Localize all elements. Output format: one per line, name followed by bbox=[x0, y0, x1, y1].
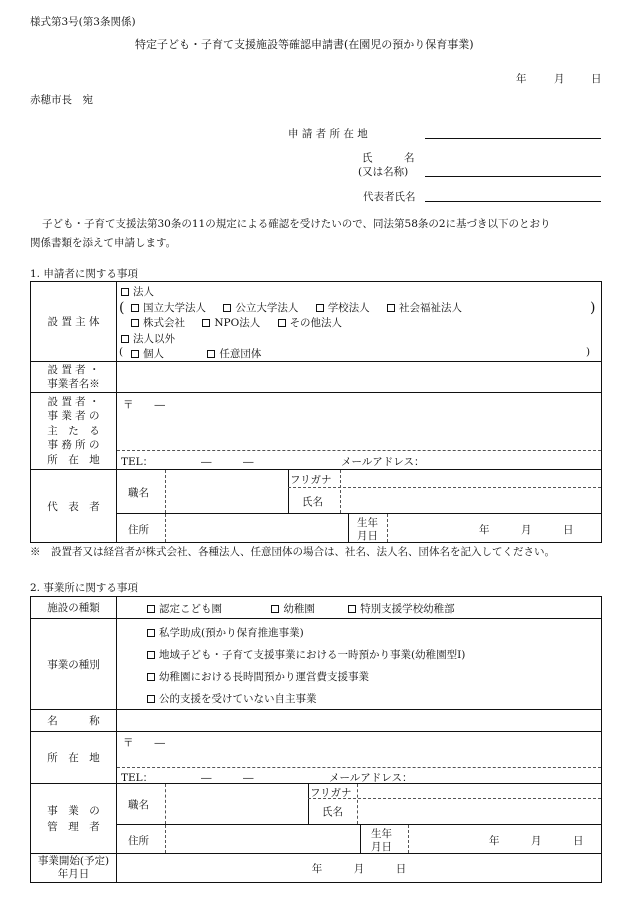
applicant-rep-label: 代表者氏名 bbox=[363, 191, 416, 203]
facility-tel-divider bbox=[117, 767, 601, 768]
section2-heading: 2. 事業所に関する事項 bbox=[30, 582, 138, 594]
opt-nintei: 認定こども園 bbox=[159, 603, 222, 615]
section1-heading: 1. 申請者に関する事項 bbox=[30, 268, 138, 280]
checkbox-voluntary-group[interactable] bbox=[207, 350, 215, 358]
founder-options bbox=[117, 282, 602, 362]
section2-table bbox=[30, 596, 602, 883]
representative-address-area bbox=[117, 514, 602, 543]
mgr-title-label: 職名 bbox=[128, 799, 149, 811]
bracket-open-2: ( bbox=[119, 346, 124, 358]
start-date-label bbox=[31, 854, 117, 883]
checkbox-noncorp[interactable] bbox=[121, 335, 129, 343]
opt-company: 株式会社 bbox=[143, 317, 185, 329]
rep-name-label: 氏名 bbox=[302, 496, 323, 508]
rep-divider-4 bbox=[288, 487, 601, 488]
opt-biz-2: 地域子ども・子育て支援事業における一時預かり事業(幼稚園型Ⅰ) bbox=[159, 649, 466, 661]
manager-label-2: 管 理 者 bbox=[47, 820, 100, 833]
corp-label: 法人 bbox=[133, 286, 154, 298]
noncorp-label: 法人以外 bbox=[133, 333, 175, 345]
office-label-2: 事 業 者 の bbox=[47, 410, 100, 423]
facility-location-label: 所 在 地 bbox=[31, 732, 117, 784]
facility-name-field[interactable] bbox=[117, 710, 602, 732]
postal-mark: 〒 ― bbox=[123, 399, 165, 411]
start-date-label-1: 事業開始(予定) bbox=[37, 855, 110, 867]
applicant-name-label-sub: (又は名称) bbox=[358, 166, 409, 178]
tel-label: TEL： bbox=[121, 456, 154, 468]
checkbox-individual[interactable] bbox=[131, 350, 139, 358]
bracket-close-1: ) bbox=[590, 300, 596, 316]
bracket-open-1: ( bbox=[119, 300, 125, 316]
mgr-addr-divider-3 bbox=[408, 825, 409, 853]
mgr-name-label: 氏名 bbox=[322, 806, 343, 818]
mgr-address-label: 住所 bbox=[128, 835, 149, 847]
bracket-close-2: ) bbox=[586, 346, 591, 358]
mgr-divider-4 bbox=[308, 798, 601, 799]
checkbox-nintei[interactable] bbox=[147, 605, 155, 613]
office-label-4: 事 務 所 の bbox=[47, 439, 100, 452]
opt-school-corp: 学校法人 bbox=[327, 302, 370, 314]
opt-npo: NPO法人 bbox=[214, 317, 261, 329]
business-type-label: 事業の種別 bbox=[31, 619, 117, 710]
mgr-divider-3 bbox=[357, 784, 358, 824]
opt-public-univ: 公立大学法人 bbox=[235, 302, 299, 314]
checkbox-school-corp[interactable] bbox=[316, 304, 324, 312]
rep-birth-label-1: 生年 bbox=[357, 517, 378, 529]
rep-divider-2 bbox=[288, 470, 289, 513]
opt-voluntary-group: 任意団体 bbox=[219, 348, 262, 360]
opt-kindergarten: 幼稚園 bbox=[283, 603, 315, 615]
manager-name-area bbox=[117, 784, 602, 825]
rep-furigana-label: フリガナ bbox=[290, 474, 332, 486]
mgr-birth-label-2: 月日 bbox=[371, 841, 392, 853]
facility-postal-mark: 〒 ― bbox=[123, 737, 165, 749]
operator-name-label-2: 事業者名※ bbox=[47, 378, 100, 390]
opt-biz-3: 幼稚園における長時間預かり運営費支援事業 bbox=[159, 671, 369, 683]
mgr-addr-divider-1 bbox=[165, 825, 166, 853]
office-location-label bbox=[31, 393, 117, 470]
section1-note: ※ 設置者又は経営者が株式会社、各種法人、任意団体の場合は、社名、法人名、団体名を記入してください。 bbox=[30, 546, 555, 558]
checkbox-biz-1[interactable] bbox=[147, 629, 155, 637]
checkbox-special-school[interactable] bbox=[348, 605, 356, 613]
checkbox-npo[interactable] bbox=[202, 319, 210, 327]
opt-individual: 個人 bbox=[143, 348, 164, 360]
business-type-options bbox=[117, 619, 602, 710]
opt-biz-4: 公的支援を受けていない自主事業 bbox=[159, 693, 317, 705]
mgr-addr-divider-2 bbox=[360, 825, 361, 853]
facility-type-options bbox=[117, 597, 602, 619]
mgr-furigana-label: フリガナ bbox=[310, 787, 352, 799]
opt-biz-1: 私学助成(預かり保育推進事業) bbox=[159, 627, 304, 639]
manager-label bbox=[31, 784, 117, 854]
operator-name-field[interactable] bbox=[117, 362, 602, 393]
checkbox-other-corp[interactable] bbox=[278, 319, 286, 327]
representative-name-area bbox=[117, 470, 602, 514]
rep-birth-ymd: 年 月 日 bbox=[479, 524, 574, 536]
rep-title-label: 職名 bbox=[128, 487, 149, 499]
office-location-field[interactable] bbox=[117, 393, 602, 470]
office-label-3: 主 た る bbox=[47, 424, 100, 437]
rep-addr-divider-2 bbox=[348, 514, 349, 542]
operator-name-label bbox=[31, 362, 117, 393]
checkbox-national-univ[interactable] bbox=[131, 304, 139, 312]
checkbox-public-univ[interactable] bbox=[223, 304, 231, 312]
opt-special-school: 特別支援学校幼稚部 bbox=[360, 603, 455, 615]
facility-tel-dashes: ― ― bbox=[201, 772, 254, 784]
rep-addr-divider-1 bbox=[165, 514, 166, 542]
checkbox-corp[interactable] bbox=[121, 288, 129, 296]
form-title: 特定子ども・子育て支援施設等確認申請書(在園児の預かり保育事業) bbox=[135, 38, 474, 51]
mgr-divider-2 bbox=[308, 784, 309, 824]
checkbox-company[interactable] bbox=[131, 319, 139, 327]
opt-national-univ: 国立大学法人 bbox=[143, 302, 206, 314]
applicant-address-field[interactable] bbox=[425, 138, 601, 139]
facility-name-label: 名 称 bbox=[31, 710, 117, 732]
mgr-birth-label-1: 生年 bbox=[371, 828, 392, 840]
tel-dashes: ― ― bbox=[201, 456, 254, 468]
facility-location-field[interactable] bbox=[117, 732, 602, 784]
checkbox-biz-4[interactable] bbox=[147, 695, 155, 703]
mgr-divider-1 bbox=[165, 784, 166, 824]
opt-social-welfare: 社会福祉法人 bbox=[399, 302, 463, 314]
applicant-address-label: 申 請 者 所 在 地 bbox=[288, 128, 368, 140]
founder-label: 設 置 主 体 bbox=[31, 282, 117, 362]
office-label-5: 所 在 地 bbox=[47, 453, 100, 466]
manager-address-area bbox=[117, 825, 602, 854]
checkbox-biz-2[interactable] bbox=[147, 651, 155, 659]
representative-label: 代 表 者 bbox=[31, 470, 117, 543]
facility-type-label: 施設の種類 bbox=[31, 597, 117, 619]
rep-addr-divider-3 bbox=[387, 514, 388, 542]
manager-label-1: 事 業 の bbox=[47, 804, 100, 817]
form-number: 様式第3号(第3条関係) bbox=[30, 16, 136, 28]
mail-label: メールアドレス： bbox=[341, 456, 425, 468]
facility-mail-label: メールアドレス： bbox=[329, 772, 413, 784]
date-day: 日 bbox=[591, 73, 602, 85]
checkbox-social-welfare[interactable] bbox=[387, 304, 395, 312]
operator-name-label-1: 設 置 者 ・ bbox=[47, 364, 100, 376]
opt-other-corp: その他法人 bbox=[289, 317, 343, 329]
applicant-name-label: 氏 名 bbox=[362, 152, 415, 164]
rep-divider-3 bbox=[340, 470, 341, 513]
applicant-rep-field[interactable] bbox=[425, 201, 601, 202]
rep-birth-label-2: 月日 bbox=[357, 530, 378, 542]
checkbox-biz-3[interactable] bbox=[147, 673, 155, 681]
date-month: 月 bbox=[554, 73, 565, 85]
date-year: 年 bbox=[516, 73, 527, 85]
office-label-1: 設 置 者 ・ bbox=[47, 395, 100, 408]
addressee: 赤穂市長 宛 bbox=[30, 94, 93, 106]
mgr-birth-ymd: 年 月 日 bbox=[489, 835, 584, 847]
tel-divider bbox=[117, 450, 601, 451]
checkbox-kindergarten[interactable] bbox=[271, 605, 279, 613]
rep-divider-1 bbox=[165, 470, 166, 513]
start-date-field[interactable] bbox=[117, 854, 602, 883]
facility-tel-label: TEL： bbox=[121, 772, 154, 784]
intro-text-line2: 関係書類を添えて申請します。 bbox=[30, 237, 177, 249]
applicant-name-field[interactable] bbox=[425, 176, 601, 177]
section1-table bbox=[30, 281, 602, 543]
intro-text-line1: 子ども・子育て支援法第30条の11の規定による確認を受けたいので、同法第58条の2に基づき以下のとおり bbox=[42, 218, 551, 230]
start-date-label-2: 年月日 bbox=[57, 868, 90, 880]
start-date-ymd: 年 月 日 bbox=[311, 862, 407, 875]
rep-address-label: 住所 bbox=[128, 524, 149, 536]
